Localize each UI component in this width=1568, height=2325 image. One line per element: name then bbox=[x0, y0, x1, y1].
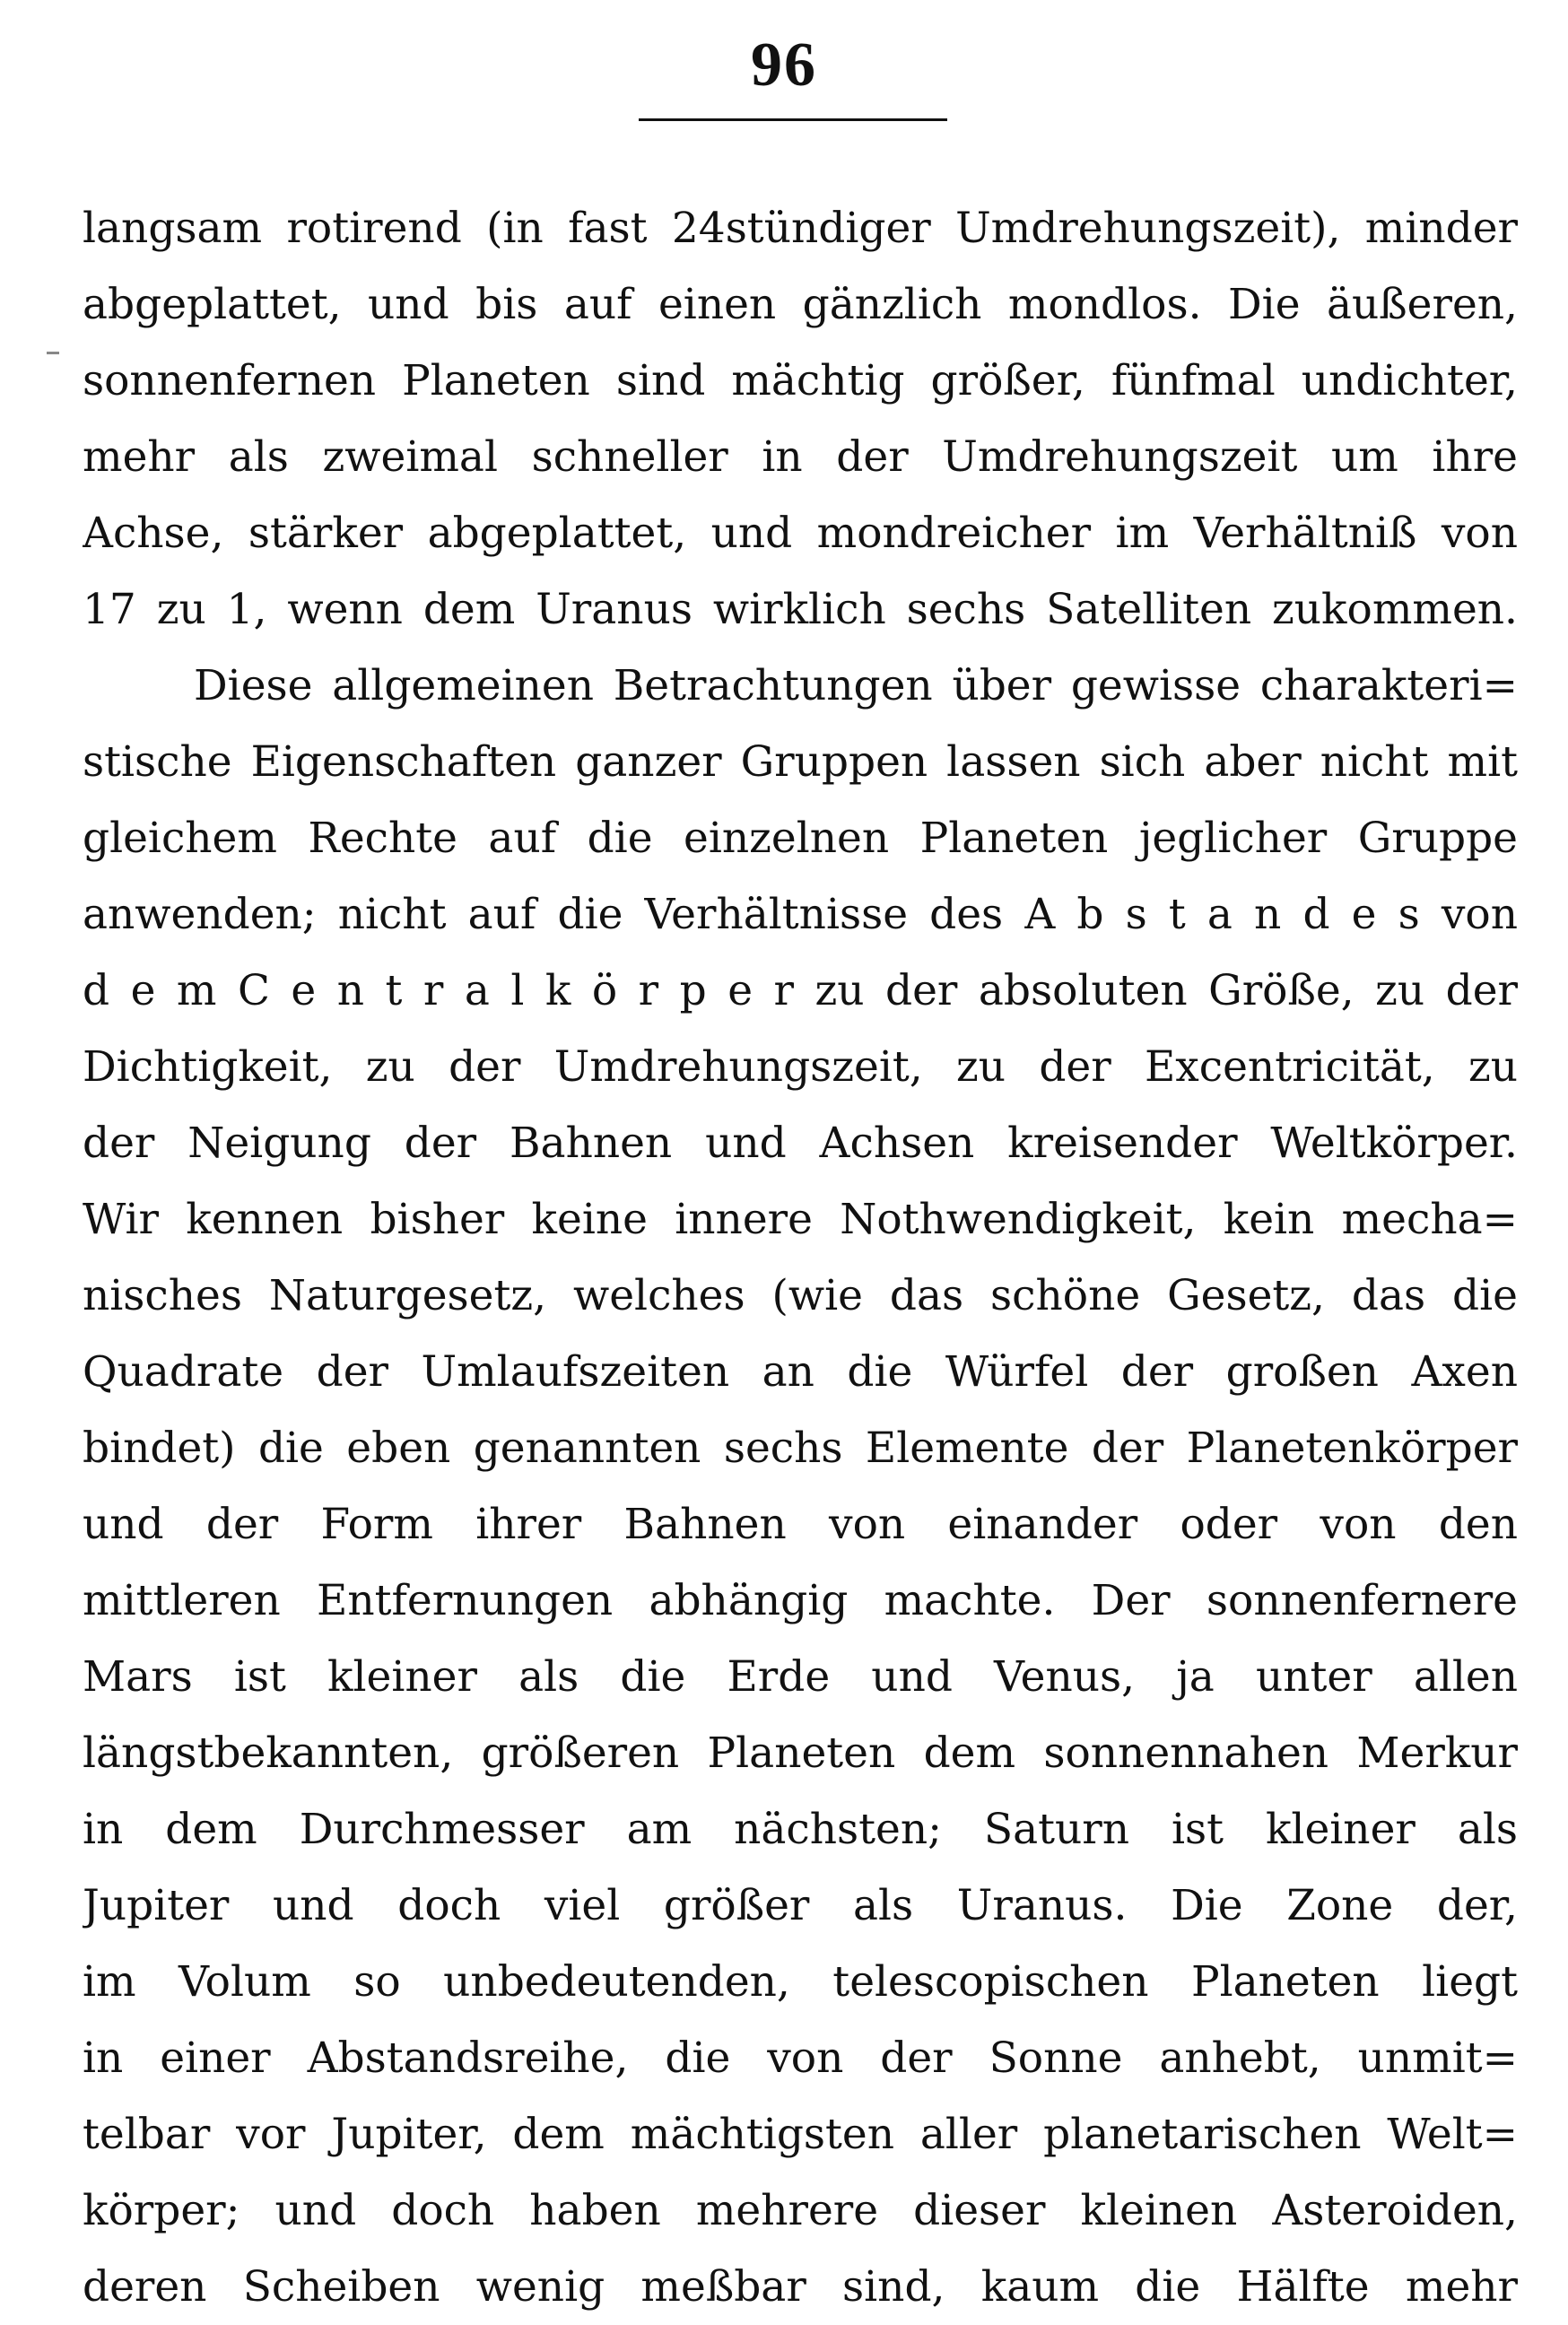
text-line: in dem Durchmesser am nächsten; Saturn ist kleiner als bbox=[83, 1805, 1518, 1854]
text-line: langsam rotirend (in fast 24stündiger Umdrehungszeit), minder bbox=[83, 204, 1518, 253]
text-line: abgeplattet, und bis auf einen gänzlich mondlos. Die äußeren, bbox=[83, 280, 1518, 329]
margin-mark bbox=[47, 352, 59, 354]
text-line: sonnenfernen Planeten sind mächtig größer, fünfmal undichter, bbox=[83, 356, 1518, 405]
text-line: im Volum so unbedeutenden, telescopischen Planeten liegt bbox=[83, 1957, 1518, 2007]
text-line: 17 zu 1, wenn dem Uranus wirklich sechs Satelliten zukommen. bbox=[83, 585, 1518, 634]
text-line: anwenden; nicht auf die Verhältnisse des A b s t a n d e s von bbox=[83, 890, 1518, 939]
text-line: der Neigung der Bahnen und Achsen kreisender Weltkörper. bbox=[83, 1119, 1518, 1168]
text-line: deren Scheiben wenig meßbar sind, kaum die Hälfte mehr bbox=[83, 2262, 1518, 2312]
text-line: Wir kennen bisher keine innere Nothwendigkeit, kein mecha= bbox=[83, 1195, 1518, 1244]
text-line: Mars ist kleiner als die Erde und Venus, ja unter allen bbox=[83, 1652, 1518, 1702]
text-line: gleichem Rechte auf die einzelnen Planeten jeglicher Gruppe bbox=[83, 814, 1518, 863]
text-line: mehr als zweimal schneller in der Umdrehungszeit um ihre bbox=[83, 432, 1518, 482]
text-line: körper; und doch haben mehrere dieser kleinen Asteroiden, bbox=[83, 2186, 1518, 2235]
text-line: Achse, stärker abgeplattet, und mondreicher im Verhältniß von bbox=[83, 509, 1518, 558]
header-rule bbox=[639, 118, 947, 121]
text-line: mittleren Entfernungen abhängig machte. Der sonnenfernere bbox=[83, 1576, 1518, 1625]
text-line: Jupiter und doch viel größer als Uranus. Die Zone der, bbox=[83, 1881, 1518, 1930]
body-text bbox=[83, 190, 1518, 2325]
text-line: in einer Abstandsreihe, die von der Sonne anhebt, unmit= bbox=[83, 2033, 1518, 2083]
text-line: längstbekannten, größeren Planeten dem sonnennahen Merkur bbox=[83, 1729, 1518, 1778]
text-line: Quadrate der Umlaufszeiten an die Würfel der großen Axen bbox=[83, 1347, 1518, 1397]
text-line: telbar vor Jupiter, dem mächtigsten aller planetarischen Welt= bbox=[83, 2110, 1518, 2159]
text-line: nisches Naturgesetz, welches (wie das schöne Gesetz, das die bbox=[83, 1271, 1518, 1320]
text-line: stische Eigenschaften ganzer Gruppen lassen sich aber nicht mit bbox=[83, 737, 1518, 787]
text-line: bindet) die eben genannten sechs Elemente der Planetenkörper bbox=[83, 1424, 1518, 1473]
text-line: und der Form ihrer Bahnen von einander oder von den bbox=[83, 1500, 1518, 1549]
page-number: 96 bbox=[751, 30, 817, 100]
text-line: Dichtigkeit, zu der Umdrehungszeit, zu der Excentricität, zu bbox=[83, 1042, 1518, 1092]
paragraph-start-line: Diese allgemeinen Betrachtungen über gewisse charakteri= bbox=[194, 661, 1518, 710]
text-line: d e m C e n t r a l k ö r p e r zu der absoluten Größe, zu der bbox=[83, 966, 1518, 1015]
